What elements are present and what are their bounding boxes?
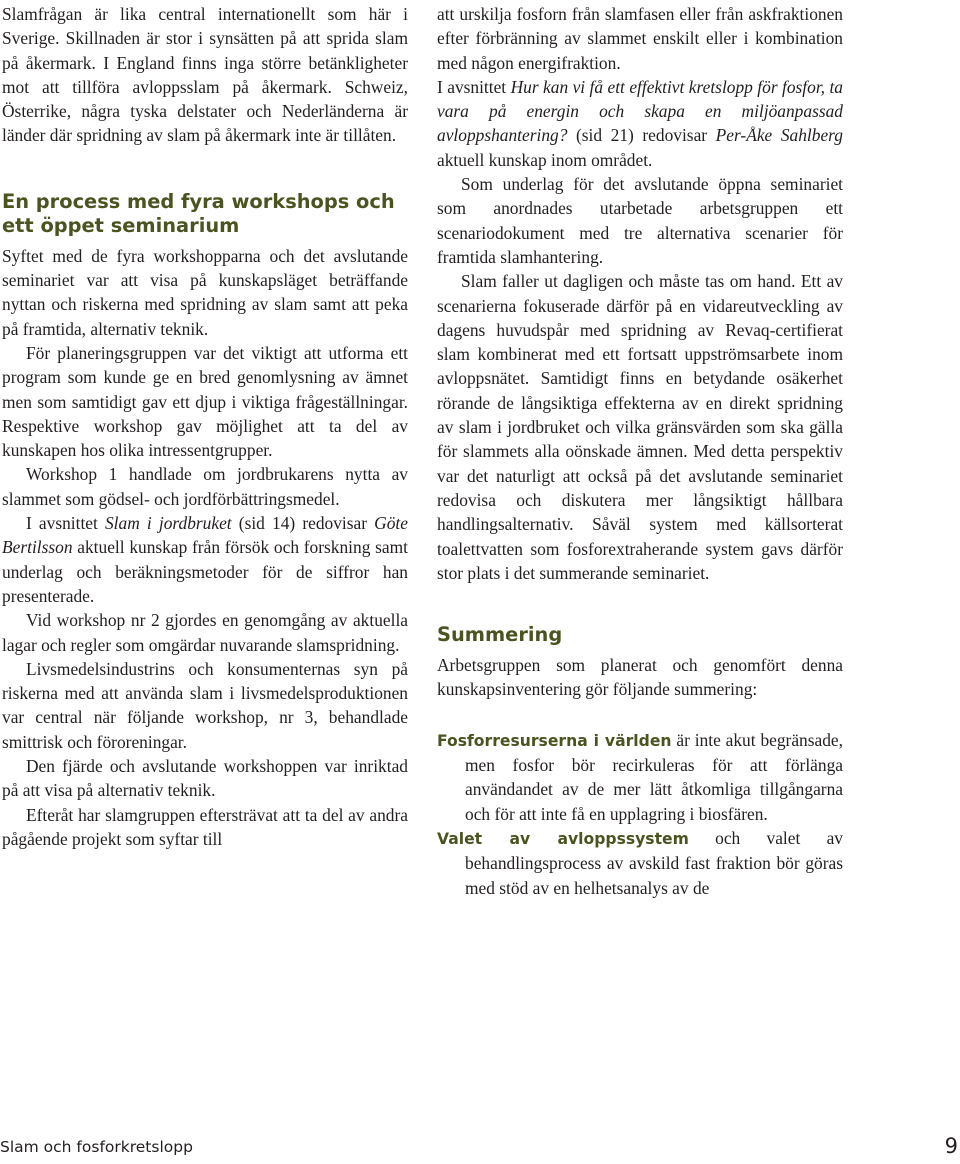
section-heading-process: En process med fyra workshops och ett öppet seminarium	[2, 189, 395, 237]
body-paragraph: Vid workshop nr 2 gjordes en genomgång av aktuella lagar och regler som omgärdar nuvarande slamspridning.	[2, 610, 408, 655]
text-run: aktuell kunskap från försök och forskning samt underlag och beräkningsmetoder för de siffror han presenterade.	[2, 537, 408, 606]
text-run: I avsnittet	[26, 513, 105, 534]
author-name: Per-Åke Sahlberg	[715, 125, 843, 146]
text-run: (sid 14) redovisar	[231, 513, 375, 534]
body-paragraph: Efteråt har slamgruppen eftersträvat att ta del av andra pågående projekt som syftar till	[2, 804, 408, 849]
section-heading-summering: Summering	[437, 623, 563, 647]
footer-title: Slam och fosforkretslopp	[0, 1138, 193, 1156]
body-paragraph: Som underlag för det avslutande öppna seminariet som anordnades utarbetade arbetsgruppen ett scenariodokument med tre alternativa scenarier för framtida slamhantering.	[437, 174, 843, 267]
section-reference: Slam i jordbruket	[104, 513, 232, 534]
text-run: (sid 21) redovisar	[567, 125, 716, 146]
body-paragraph: Workshop 1 handlade om jordbrukarens nytta av slammet som gödsel- och jordförbättringsmedel.	[2, 464, 408, 509]
text-run: I avsnittet	[437, 76, 511, 97]
summary-term: Valet av avloppssystem	[437, 829, 689, 848]
summary-item	[437, 826, 843, 900]
body-paragraph	[2, 511, 408, 608]
page-number: 9	[944, 1134, 958, 1158]
summary-item	[437, 728, 843, 826]
body-paragraph	[437, 75, 843, 172]
page-footer	[0, 1134, 960, 1160]
summary-term: Fosforresurserna i världen	[437, 731, 672, 750]
body-paragraph: Den fjärde och avslutande workshoppen var inriktad på att visa på alternativ teknik.	[2, 756, 408, 801]
section-reference: Hur kan vi få ett effektivt kretslopp för fosfor, ta vara på energin och skapa en miljöanpassad avloppshantering?	[437, 76, 843, 146]
body-paragraph: Arbetsgruppen som planerat och genomfört denna kunskapsinventering gör följande summering:	[437, 655, 843, 700]
body-paragraph: att urskilja fosforn från slamfasen eller från askfraktionen efter förbränning av slammet enskilt eller i kombination med någon energifraktion.	[437, 4, 843, 73]
right-column	[437, 2, 843, 900]
summary-text: är inte akut begränsade, men fosfor bör recirkuleras för att förlänga användandet av de mer lätt åtkomliga tillgångarna och för att inte få en upplagring i biosfären.	[465, 729, 844, 824]
left-column	[2, 2, 408, 851]
summary-text: och valet av behandlingsprocess av avskild fast fraktion bör göras med stöd av en helhetsanalys av de	[465, 827, 843, 898]
body-paragraph: För planeringsgruppen var det viktigt att utforma ett program som kunde ge en bred genomlysning av ämnet men som samtidigt gav ett djup i viktiga frågeställningar. Respektive workshop gav möjlighet att ta del av kunskapen hos olika intressentgrupper.	[2, 342, 408, 461]
body-paragraph: Slam faller ut dagligen och måste tas om hand. Ett av scenarierna fokuserade därför på en vidareutveckling av dagens huvudspår med spridning av Revaq-certifierat slam kombinerat med ett fortsatt uppströmsarbete inom avloppsnätet. Samtidigt finns en betydande osäkerhet rörande de långsiktiga effekterna av en direkt spridning av slam i jordbruket och vilka gränsvärden som ska gälla för slammets alla oönskade ämnen. Med detta perspektiv var det naturligt att också på det avslutande seminariet redovisa och diskutera mer långsiktigt hållbara handlingsalternativ. Såväl system med källsorterat toalettvatten som fosforextraherande system gavs därför stor plats i det summerande seminariet.	[437, 271, 843, 583]
intro-paragraph: Slamfrågan är lika central internationellt som här i Sverige. Skillnaden är stor i synsätten på att sprida slam på åkermark. I England finns inga större betänkligheter mot att tillföra avloppsslam på åkermark. Schweiz, Österrike, några tyska delstater och Nederländerna är länder där spridning av slam på åkermark inte är tillåten.	[2, 4, 408, 146]
author-name: Göte Bertilsson	[2, 513, 408, 558]
text-run: aktuell kunskap inom området.	[437, 149, 653, 170]
body-paragraph: Syftet med de fyra workshopparna och det avslutande seminariet var att visa på kunskapsläget beträffande nyttan och riskerna med spridning av slam samt att peka på framtida, alternativ teknik.	[2, 245, 408, 339]
body-paragraph: Livsmedelsindustrins och konsumenternas syn på riskerna med att använda slam i livsmedelsproduktionen var central när följande workshop, nr 3, behandlade smittrisk och föroreningar.	[2, 658, 408, 752]
